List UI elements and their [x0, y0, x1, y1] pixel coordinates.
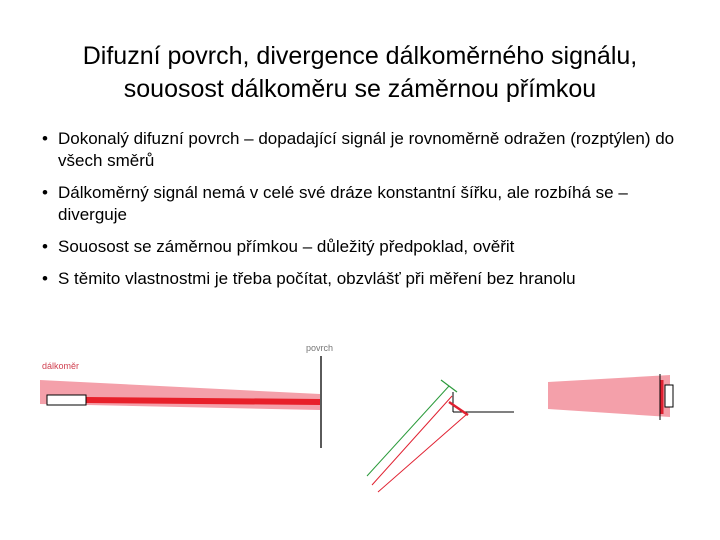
bullet-symbol: •	[42, 129, 48, 148]
red-ray-1	[372, 396, 452, 485]
red-tick	[449, 402, 468, 415]
label-rangefinder: dálkoměr	[42, 361, 80, 371]
bullet-symbol: •	[42, 183, 48, 202]
bullet-list	[40, 128, 700, 300]
bullet-item	[40, 268, 700, 290]
bullet-text: Dokonalý difuzní povrch – dopadající signál je rovnoměrně odražen (rozptýlen) do všech směrů	[58, 129, 675, 170]
bullet-symbol: •	[42, 237, 48, 256]
slide-title-line-1: Difuzní povrch, divergence dálkoměrného signálu,	[82, 42, 638, 70]
slide-title	[0, 40, 720, 106]
rangefinder-body	[47, 395, 86, 405]
bullet-symbol: •	[42, 269, 48, 288]
bullet-item	[40, 128, 700, 172]
green-ray	[367, 386, 449, 476]
red-ray-2	[378, 414, 467, 492]
label-surface: povrch	[306, 343, 334, 353]
slide-title-line-2: souosost dálkoměru se záměrnou přímkou	[123, 75, 597, 103]
instrument-lens	[665, 385, 673, 407]
bullet-text: S těmito vlastnostmi je třeba počítat, obzvlášť při měření bez hranolu	[58, 269, 576, 288]
bullet-item	[40, 182, 700, 226]
green-tick	[441, 380, 457, 392]
bullet-item	[40, 236, 700, 258]
bullet-text: Dálkoměrný signál nemá v celé své dráze konstantní šířku, ale rozbíhá se – diverguje	[58, 183, 628, 224]
bullet-text: Souosost se záměrnou přímkou – důležitý předpoklad, ověřit	[58, 237, 515, 256]
wide-beam	[548, 375, 670, 417]
diagram	[0, 330, 720, 540]
